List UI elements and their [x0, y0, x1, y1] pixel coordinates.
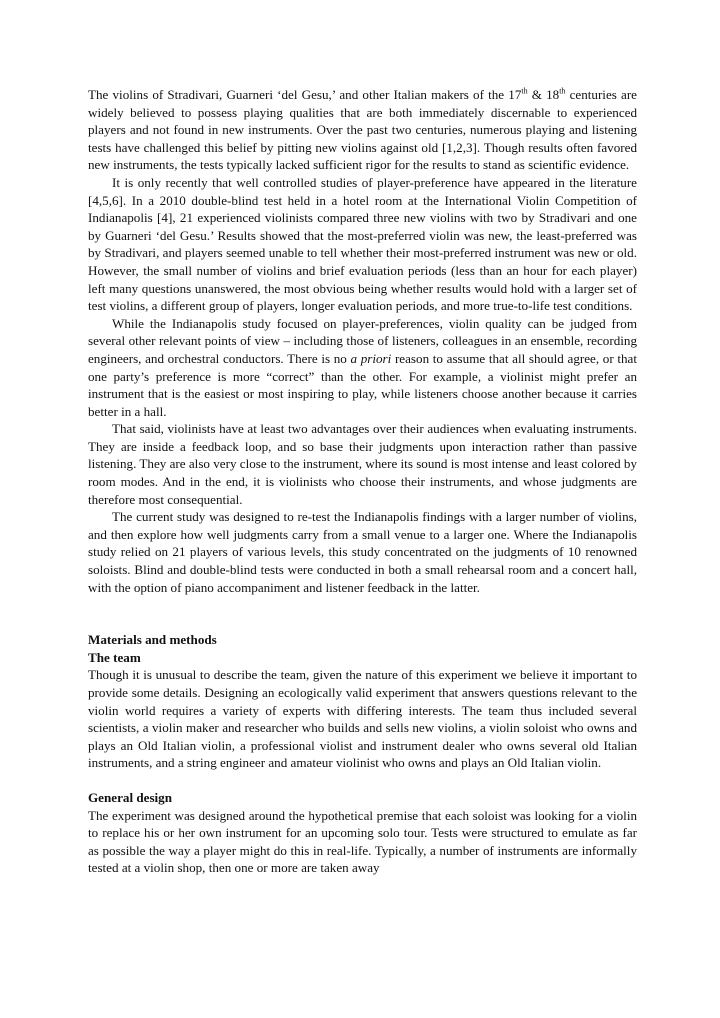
advantages-paragraph: That said, violinists have at least two advantages over their audiences when evaluating instruments. They are inside a feedback loop, and so base their judgments upon interaction rather than passive listening. They are also very close to the instrument, where its sound is most intense and least colored by room modes. And in the end, it is violinists who choose their instruments, and whose judgments are therefore most consequential. [88, 421, 637, 507]
section-gap [88, 596, 637, 631]
paragraph-text: centuries are widely believed to possess playing qualities that are both immediately discernable to experienced players and not found in new instruments. Over the past two centuries, numerous playing and listening tests have challenged this belief by pitting new violins against old [1,2,3]. Though results often favored new instruments, the tests typically lacked sufficient rigor for the results to stand as scientific evidence. [88, 87, 637, 173]
indianapolis-paragraph: It is only recently that well controlled studies of player-preference have appeared in the literature [4,5,6]. In a 2010 double-blind test held in a hotel room at the International Violin Competition of Indianapolis [4], 21 experienced violinists compared three new violins with two by Stradivari and one by Guarneri ‘del Gesu.’ Results showed that the most-preferred violin was new, the least-preferred was by Stradivari, and players seemed unable to tell whether their most-preferred instrument was new or old. However, the small number of violins and brief evaluation periods (less than an hour for each player) left many questions unanswered, the most obvious being whether results would hold with a larger set of test violins, a different group of players, longer evaluation periods, and more true-to-life test conditions. [88, 174, 637, 314]
team-heading: The team [88, 649, 141, 665]
materials-heading: Materials and methods [88, 632, 217, 648]
superscript: th [559, 86, 566, 96]
team-paragraph: Though it is unusual to describe the team, given the nature of this experiment we believe it important to provide some details. Designing an ecologically valid experiment that answers questions relevant to the violin world requires a variety of experts with differing interests. The team thus included several scientists, a violin maker and researcher who builds and sells new violins, a violin soloist who owns and plays an Old Italian violin, a professional violist and instrument dealer who owns several old Italian instruments, and a string engineer and amateur violinist who owns and plays an Old Italian violin. [88, 667, 637, 771]
paragraph-text: reason to assume that all should agree, or that one party’s preference is more “correct” than the other. For example, a violinist might prefer an instrument that is the easiest or most inspiring to play, while listeners choose another because it carries better in a hall. [88, 350, 637, 419]
italic-text: a priori [350, 350, 392, 366]
current-study-paragraph: The current study was designed to re-test the Indianapolis findings with a larger number of violins, and then explore how well judgments carry from a small venue to a larger one. Where the Indianapolis study relied on 21 players of various levels, this study concentrated on the judgments of 10 renowned soloists. Blind and double-blind tests were conducted in both a small rehearsal room and a concert hall, with the option of piano accompaniment and listener feedback in the latter. [88, 509, 637, 595]
paragraph-text: The violins of Stradivari, Guarneri ‘del Gesu,’ and other Italian makers of the 17 [88, 87, 522, 102]
document-page [88, 86, 637, 877]
intro-paragraph [88, 86, 637, 174]
design-paragraph: The experiment was designed around the hypothetical premise that each soloist was looking for a violin to replace his or her own instrument for an upcoming solo tour. Tests were structured to emulate as far as possible the way a player might do this in real-life. Typically, a number of instruments are informally tested at a violin shop, then one or more are taken away [88, 807, 637, 876]
superscript: th [521, 86, 528, 96]
paragraph-text: & 18 [527, 87, 560, 102]
quality-paragraph [88, 315, 637, 421]
section-gap [88, 772, 637, 789]
design-heading: General design [88, 789, 173, 805]
paragraph-text: While the Indianapolis study focused on player-preferences, violin quality can be judged from several other relevant points of view – including those of listeners, colleagues in an ensemble, recording engineers, and orchestral conductors. There is no [88, 315, 637, 366]
